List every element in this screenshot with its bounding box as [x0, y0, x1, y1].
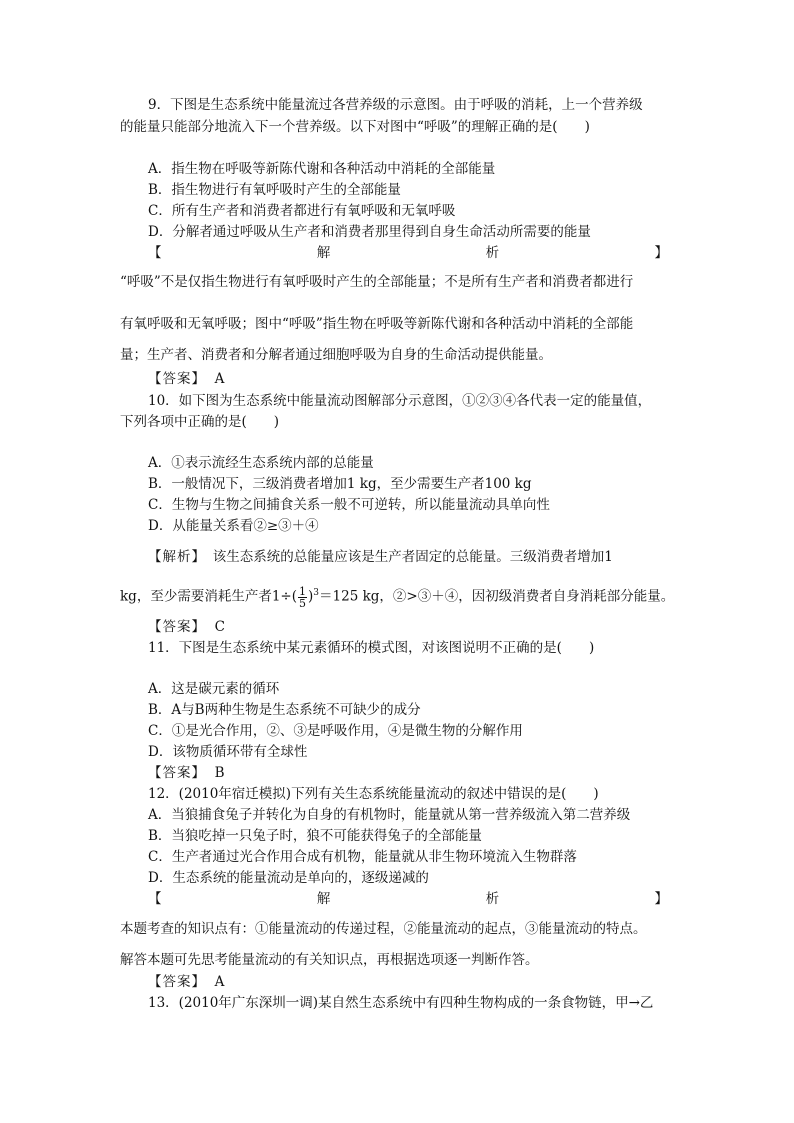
bracket-close: 】 — [654, 245, 668, 261]
answer-label: 【答案】 — [148, 765, 206, 781]
q10-option-a: A．①表示流经生态系统内部的总能量 — [148, 455, 374, 471]
q9-option-d: D．分解者通过呼吸从生产者和消费者那里得到自身生命活动所需要的能量 — [148, 224, 591, 240]
q12-option-c: C．生产者通过光合作用合成有机物，能量就从非生物环境流入生物群落 — [148, 849, 577, 865]
q9-option-a: A．指生物在呼吸等新陈代谢和各种活动中消耗的全部能量 — [148, 161, 496, 177]
analysis-text-a: kg，至少需要消耗生产者1÷( — [120, 588, 297, 605]
q10-analysis-line2 — [120, 584, 674, 609]
exponent: 3 — [313, 588, 320, 598]
q12-analysis-line1: 本题考查的知识点有：①能量流动的传递过程，②能量流动的起点，③能量流动的特点。 — [120, 921, 647, 937]
q11-option-c: C．①是光合作用，②、③是呼吸作用，④是微生物的分解作用 — [148, 723, 523, 739]
q9-stem-line2: 的能量只能部分地流入下一个营养级。以下对图中“呼吸”的理解正确的是( ) — [120, 119, 590, 135]
q10-answer — [148, 618, 225, 636]
q12-option-d: D．生态系统的能量流动是单向的，逐级递减的 — [148, 870, 429, 886]
q9-answer — [148, 370, 224, 388]
q9-option-b: B．指生物进行有氧呼吸时产生的全部能量 — [148, 182, 401, 198]
q9-stem-line1: 9．下图是生态系统中能量流过各营养级的示意图。由于呼吸的消耗，上一个营养级 — [148, 97, 643, 113]
analysis-text: 该生态系统的总能量应该是生产者固定的总能量。三级消费者增加1 — [199, 549, 613, 565]
analysis-char-1: 解 — [316, 245, 331, 261]
answer-label: 【答案】 — [148, 619, 206, 635]
answer-value: A — [214, 371, 225, 387]
answer-label: 【答案】 — [148, 371, 206, 387]
bracket-open: 【 — [148, 245, 162, 261]
q11-option-b: B．A与B两种生物是生态系统不可缺少的成分 — [148, 702, 421, 718]
analysis-char-2: 析 — [485, 245, 500, 261]
answer-value: C — [214, 619, 225, 635]
q9-analysis-line2: 有氧呼吸和无氧呼吸；图中“呼吸”指生物在呼吸等新陈代谢和各种活动中消耗的全部能 — [120, 316, 634, 332]
analysis-text-b: ) — [308, 588, 314, 605]
q12-stem: 12．(2010年宿迁模拟)下列有关生态系统能量流动的叙述中错误的是( ) — [148, 786, 599, 802]
q11-answer — [148, 764, 225, 782]
q10-option-c: C．生物与生物之间捕食关系一般不可逆转，所以能量流动具单向性 — [148, 497, 550, 513]
analysis-char-2: 析 — [485, 891, 500, 907]
q10-option-b: B．一般情况下，三级消费者增加1 kg，至少需要生产者100 kg — [148, 476, 532, 492]
q9-option-c: C．所有生产者和消费者都进行有氧呼吸和无氧呼吸 — [148, 203, 456, 219]
q10-option-d: D．从能量关系看②≥③＋④ — [148, 518, 319, 534]
q13-stem: 13．(2010年广东深圳一调)某自然生态系统中有四种生物构成的一条食物链，甲→乙 — [148, 995, 654, 1011]
analysis-label: 【解析】 — [148, 549, 200, 565]
q9-analysis-line1: “呼吸”不是仅指生物进行有氧呼吸时产生的全部能量；不是所有生产者和消费者都进行 — [120, 274, 634, 290]
q11-option-d: D．该物质循环带有全球性 — [148, 744, 308, 760]
answer-value: B — [214, 765, 225, 781]
q12-option-b: B．当狼吃掉一只兔子时，狼不可能获得兔子的全部能量 — [148, 828, 482, 844]
q12-analysis-label — [148, 890, 668, 908]
fraction-numerator: 1 — [299, 584, 306, 598]
q10-stem-line1: 10．如下图为生态系统中能量流动图解部分示意图，①②③④各代表一定的能量值， — [148, 393, 652, 409]
q9-analysis-label — [148, 244, 668, 262]
analysis-text-c: ＝125 kg，②>③＋④，因初级消费者自身消耗部分能量。 — [319, 588, 675, 605]
q10-stem-line2: 下列各项中正确的是( ) — [120, 414, 280, 430]
fraction — [298, 586, 307, 609]
q11-stem: 11．下图是生态系统中某元素循环的模式图，对该图说明不正确的是( ) — [148, 640, 595, 656]
q12-analysis-line2: 解答本题可先思考能量流动的有关知识点，再根据选项逐一判断作答。 — [120, 952, 539, 968]
q10-analysis-line1 — [148, 548, 613, 566]
q11-option-a: A．这是碳元素的循环 — [148, 681, 280, 697]
q9-analysis-line3: 量；生产者、消费者和分解者通过细胞呼吸为自身的生命活动提供能量。 — [120, 347, 552, 363]
q12-option-a: A．当狼捕食兔子并转化为自身的有机物时，能量就从第一营养级流入第二营养级 — [148, 807, 631, 823]
fraction-denominator: 5 — [299, 596, 306, 610]
answer-label: 【答案】 — [148, 974, 206, 990]
bracket-open: 【 — [148, 891, 162, 907]
q12-answer — [148, 973, 224, 991]
bracket-close: 】 — [654, 891, 668, 907]
answer-value: A — [214, 974, 225, 990]
analysis-char-1: 解 — [316, 891, 331, 907]
